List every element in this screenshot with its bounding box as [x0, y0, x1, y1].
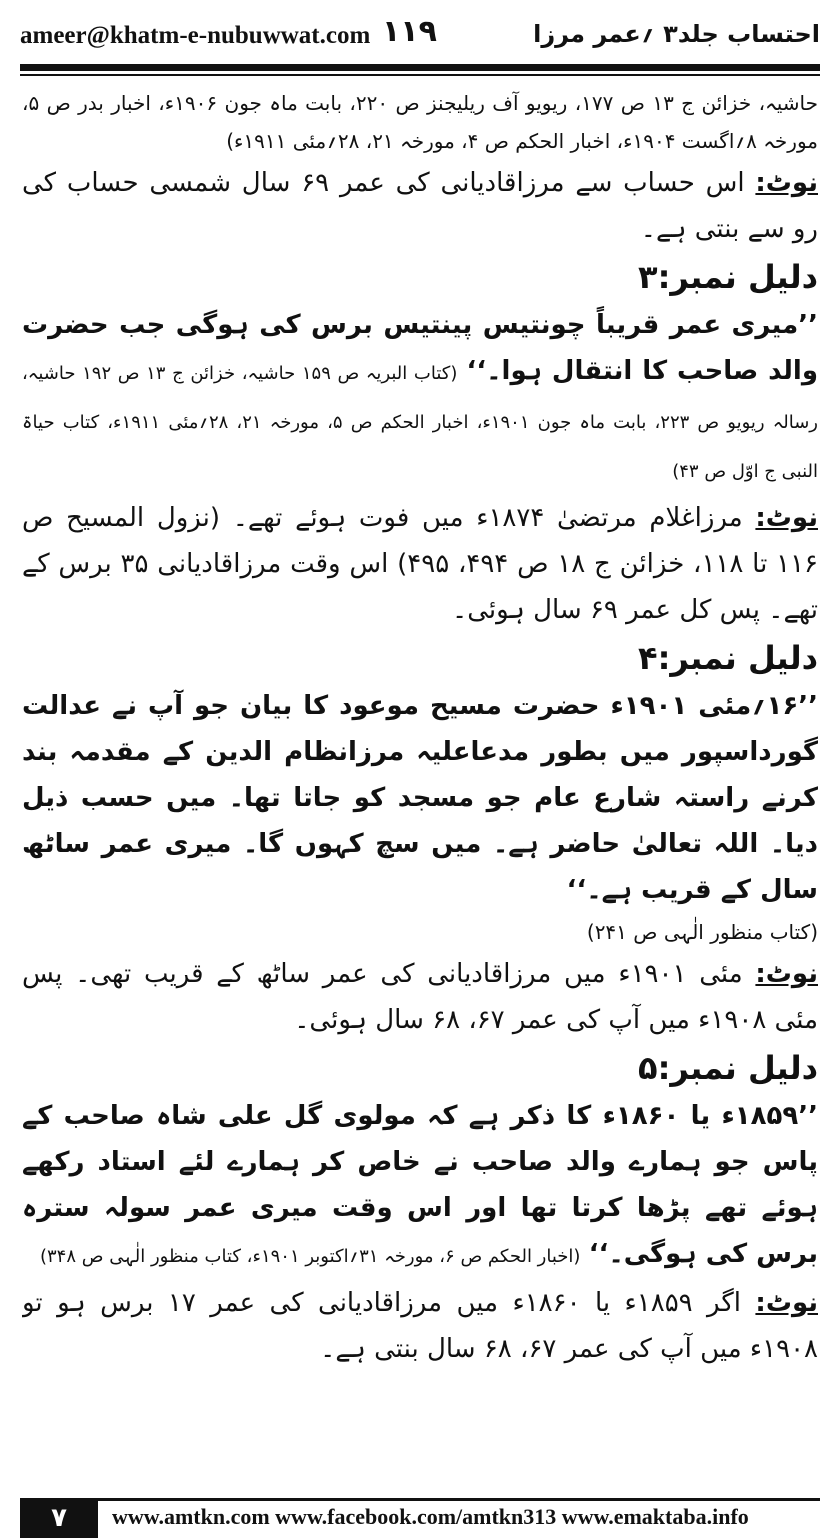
note-label: نوٹ:: [755, 959, 818, 989]
section-heading: دلیل نمبر:۴: [638, 639, 818, 677]
series-title: احتساب جلد۳ ؍عمر مرزا: [533, 20, 820, 48]
note-label: نوٹ:: [755, 503, 818, 533]
note-paragraph: [22, 495, 818, 633]
note-text: اگر ۱۸۵۹ء یا ۱۸۶۰ء میں مرزاقادیانی کی عمر ۱۷ برس ہو تو ۱۹۰۸ء میں آپ کی عمر ۶۷، ۶۸ سال بنتی ہے۔: [22, 1288, 818, 1364]
header-email: ameer@khatm-e-nubuwwat.com: [20, 22, 371, 49]
header-rule-thin: [20, 74, 820, 76]
note-paragraph: [22, 951, 818, 1043]
note-label: نوٹ:: [755, 1288, 818, 1318]
reference-continuation: [22, 84, 818, 160]
section-heading: دلیل نمبر:۳: [638, 258, 818, 296]
footer-rule: [98, 1498, 820, 1501]
page-footer: [0, 1490, 840, 1540]
note-text: اس حساب سے مرزاقادیانی کی عمر ۶۹ سال شمسی حساب کی رو سے بنتی ہے۔: [22, 168, 818, 244]
note-text: مرزاغلام مرتضیٰ ۱۸۷۴ء میں فوت ہوئے تھے۔ (نزول المسیح ص ۱۱۶ تا ۱۱۸، خزائن ج ۱۸ ص ۴۹۴، ۴۹۵) اس وقت مرزاقادیانی ۳۵ برس کے تھے۔ پس کل عمر ۶۹ سال ہوئی۔: [22, 503, 818, 625]
quote-text: ’’۱۸۵۹ء یا ۱۸۶۰ء کا ذکر ہے کہ مولوی گل علی شاہ صاحب کے پاس جو ہمارے والد صاحب نے خاص کر ہمارے لئے استاد رکھے ہوئے تھے پڑھا کرتا تھا اور اس وقت میری عمر سولہ سترہ برس کی ہوگی۔‘‘: [22, 1101, 818, 1269]
note-paragraph: [22, 160, 818, 252]
page-body: [22, 84, 818, 1474]
note-label: نوٹ:: [755, 168, 818, 198]
quote-paragraph: [22, 683, 818, 913]
page-header: [0, 0, 840, 64]
quote-source: (کتاب البریہ ص ۱۵۹ حاشیہ، خزائن ج ۱۳ ص ۱۹۲ حاشیہ، رسالہ ریویو ص ۲۲۳، بابت ماہ جون ۱۹۰۱ء، اخبار الحکم ص ۵، مورخہ ۲۱، ۲۸؍مئی ۱۹۱۱ء، کتاب حیاۃ النبی ج اوّل ص ۴۳): [22, 363, 818, 482]
quote-text: ’’میری عمر قریباً چونتیس پینتیس برس کی ہوگی جب حضرت والد صاحب کا انتقال ہوا۔‘‘: [22, 310, 818, 386]
footer-number-box: ۷: [20, 1498, 98, 1538]
section-heading: دلیل نمبر:۵: [638, 1049, 818, 1087]
quote-text: ’’۱۶؍مئی ۱۹۰۱ء حضرت مسیح موعود کا بیان جو آپ نے عدالت گورداسپور میں بطور مدعاعلیہ مرزانظام الدین کے مقدمہ بند کرنے راستہ شارع عام جو مسجد کو جاتا تھا۔ میں حسب ذیل دیا۔ اللہ تعالیٰ حاضر ہے۔ میں سچ کہوں گا۔ میری عمر ساٹھ سال کے قریب ہے۔‘‘: [22, 691, 818, 905]
footer-links: www.amtkn.com www.facebook.com/amtkn313 www.emaktaba.info: [112, 1504, 749, 1529]
quote-source: (اخبار الحکم ص ۶، مورخہ ۳۱؍اکتوبر ۱۹۰۱ء، کتاب منظور الٰہی ص ۳۴۸): [39, 1246, 581, 1267]
citation-text: (کتاب منظور الٰہی ص ۲۴۱): [586, 920, 818, 944]
quote-paragraph: [22, 302, 818, 495]
reference-text: حاشیہ، خزائن ج ۱۳ ص ۱۷۷، ریویو آف ریلیجنز ص ۲۲۰، بابت ماہ جون ۱۹۰۶ء، اخبار بدر ص ۵، مورخہ ۸؍اگست ۱۹۰۴ء، اخبار الحکم ص ۴، مورخہ ۲۱، ۲۸؍مئی ۱۹۱۱ء): [22, 91, 818, 153]
note-paragraph: [22, 1280, 818, 1372]
header-rule-thick: [20, 64, 820, 71]
note-text: مئی ۱۹۰۱ء میں مرزاقادیانی کی عمر ساٹھ کے قریب تھی۔ پس مئی ۱۹۰۸ء میں آپ کی عمر ۶۷، ۶۸ سال ہوئی۔: [22, 959, 818, 1035]
quote-paragraph: [22, 1093, 818, 1280]
page-number: ۱۱۹: [382, 14, 437, 49]
citation: [22, 913, 818, 951]
